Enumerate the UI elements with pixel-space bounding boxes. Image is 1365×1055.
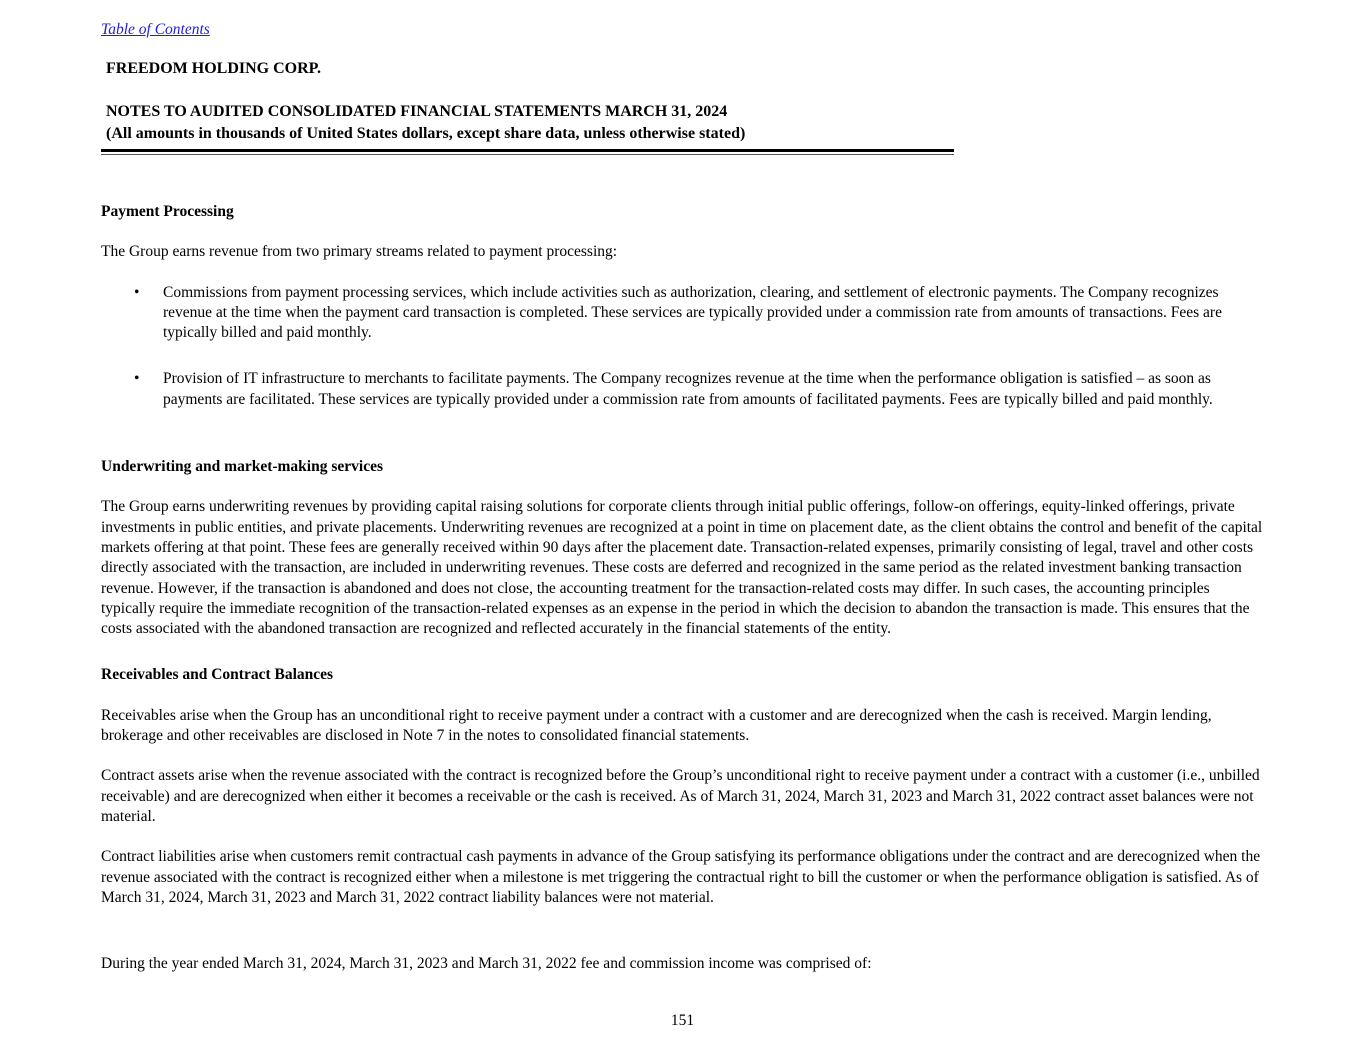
bullet-icon: •: [134, 370, 140, 388]
payment-processing-intro: The Group earns revenue from two primary streams related to payment processing:: [101, 243, 618, 261]
section-heading-underwriting: Underwriting and market-making services: [101, 458, 383, 476]
contract-assets-paragraph: Contract assets arise when the revenue associated with the contract is recognized before the Group’s unconditional right to receive payment under a contract with a customer (i.e., unbilled receivable) and are derecognized when either it becomes a receivable or the cash is received. As of March 31, 2024, March 31, 2023 and March 31, 2022 contract asset balances were not material.: [101, 767, 1260, 825]
company-name: FREEDOM HOLDING CORP.: [106, 60, 321, 77]
bullet-text-commissions: Commissions from payment processing services, which include activities such as authorization, clearing, and settlement of electronic payments. The Company recognizes revenue at the time when the payment card transaction is completed. These services are typically provided under a commission rate from amounts of transactions. Fees are typically billed and paid monthly.: [163, 283, 1222, 342]
document-title: [101, 101, 1263, 145]
section-heading-receivables: Receivables and Contract Balances: [101, 666, 334, 684]
underwriting-paragraph: The Group earns underwriting revenues by providing capital raising solutions for corporate clients through initial public offerings, follow-on offerings, equity-linked offerings, private investments in public entities, and private placements. Underwriting revenues are recognized at a point in time on placement date, as the client obtains the control and benefit of the capital markets offering at that point. These fees are generally received within 90 days after the placement date. Transaction-related expenses, primarily consisting of legal, travel and other costs directly associated with the transaction, are included in underwriting revenues. These costs are deferred and recognized in the same period as the related investment banking transaction revenue. However, if the transaction is abandoned and does not close, the accounting treatment for the transaction-related costs may differ. In such cases, the accounting principles typically require the immediate recognition of the transaction-related expenses as an expense in the period in which the decision to abandon the transaction is made. This ensures that the costs associated with the abandoned transaction are recognized and reflected accurately in the financial statements of the entity.: [101, 498, 1263, 638]
document-title-line1: NOTES TO AUDITED CONSOLIDATED FINANCIAL STATEMENTS MARCH 31, 2024: [106, 103, 728, 120]
fee-income-leadin-paragraph: During the year ended March 31, 2024, March 31, 2023 and March 31, 2022 fee and commission income was comprised of:: [101, 955, 872, 973]
page-number: 151: [670, 1012, 695, 1029]
toc-link-row: [101, 21, 1263, 60]
header-divider-rule: [101, 149, 954, 155]
document-body: [101, 202, 1263, 974]
receivables-paragraph: Receivables arise when the Group has an unconditional right to receive payment under a contract with a customer and are derecognized when the cash is received. Margin lending, brokerage and other receivables are disclosed in Note 7 in the notes to consolidated financial statements.: [101, 706, 1212, 745]
list-item: [101, 283, 1263, 344]
bullet-icon: •: [134, 283, 140, 301]
section-heading-payment-processing: Payment Processing: [101, 203, 234, 220]
document-title-line2: (All amounts in thousands of United States dollars, except share data, unless otherwise stated): [106, 125, 746, 142]
table-of-contents-link[interactable]: Table of Contents: [101, 21, 210, 38]
contract-liabilities-paragraph: Contract liabilities arise when customers remit contractual cash payments in advance of the Group satisfying its performance obligations under the contract and are derecognized when the revenue associated with the contract is recognized either when a milestone is met triggering the contractual right to bill the customer or when the performance obligation is satisfied. As of March 31, 2024, March 31, 2023 and March 31, 2022 contract liability balances were not material.: [101, 848, 1261, 906]
bullet-text-it-infrastructure: Provision of IT infrastructure to merchants to facilitate payments. The Company recognizes revenue at the time when the performance obligation is satisfied – as soon as payments are facilitated. These services are typically provided under a commission rate from amounts of facilitated payments. Fees are typically billed and paid monthly.: [163, 370, 1213, 408]
list-item: [101, 369, 1263, 410]
